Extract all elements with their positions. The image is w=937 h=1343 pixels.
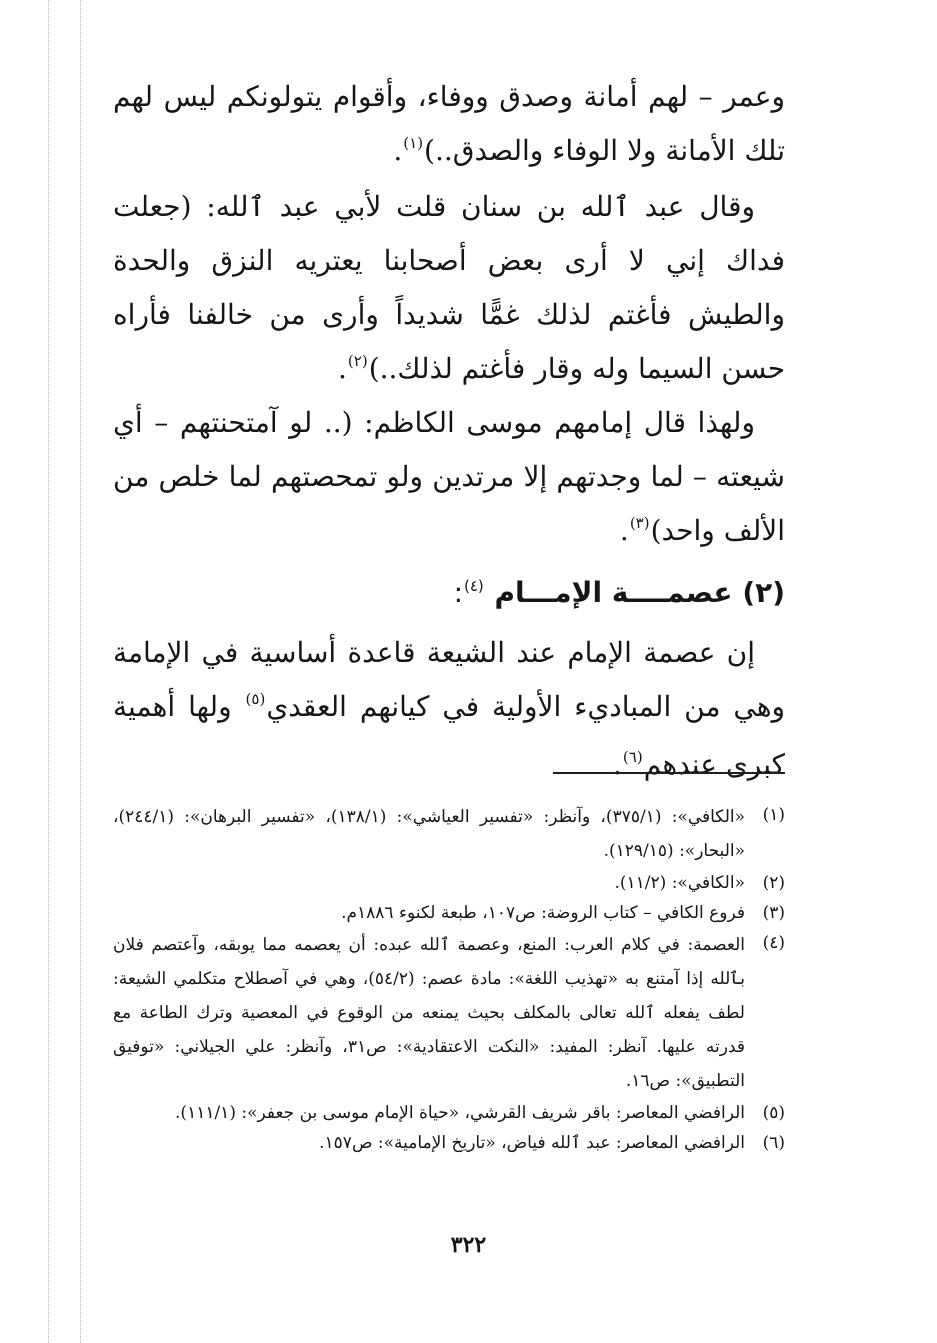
paragraph-4-end: .: [613, 748, 622, 781]
footnote-text: الرافضي المعاصر: عبد ٱلله فياض، «تاريخ الإمامية»: ص١٥٧.: [319, 1133, 745, 1153]
heading-number: (٢): [742, 576, 785, 609]
footnote-number: (٢): [762, 873, 785, 893]
paragraph-4: [113, 626, 785, 796]
footnote-text: «الكافي»: (١١/٢).: [614, 873, 745, 893]
footnote-item: [113, 898, 785, 928]
footnote-item: [113, 800, 785, 868]
section-heading: [113, 568, 785, 622]
paragraph-3-text: ولهذا قال إمامهم موسى الكاظم: (.. لو آمتحنتهم – أي شيعته – لما وجدتهم إلا مرتدين ولو تمحصتهم لما خلص من الألف واحد): [113, 406, 785, 547]
paragraph-2-end: .: [338, 352, 347, 385]
paragraph-4-text-cont: ولها أهمية كبرى عندهم: [113, 690, 785, 781]
footnote-separator: [553, 772, 785, 774]
footnote-number: (١): [762, 805, 785, 825]
paragraph-1: [113, 70, 785, 182]
footnote-number: (٦): [762, 1133, 785, 1153]
paragraph-1-end: .: [393, 134, 403, 167]
footnote-number: (٣): [762, 903, 785, 923]
footnote-text: «الكافي»: (٣٧٥/١)، وآنظر: «تفسير العياشي»: (١٣٨/١)، «تفسير البرهان»: (٢٤٤/١)، «البحار»: (١٢٩/١٥).: [113, 807, 746, 861]
footnote-ref-6: (٦): [622, 748, 643, 766]
footnote-item: [113, 1098, 785, 1128]
footnote-text: فروع الكافي – كتاب الروضة: ص١٠٧، طبعة لكنوء ١٨٨٦م.: [341, 903, 745, 923]
paragraph-3: [113, 396, 785, 562]
paragraph-4-text: إن عصمة الإمام عند الشيعة قاعدة أساسية في الإمامة وهي من المباديء الأولية في كيانهم العقدي: [113, 636, 786, 723]
footnote-item: [113, 868, 785, 898]
footnote-ref-3: (٣): [629, 514, 650, 532]
paragraph-1-text: وعمر – لهم أمانة وصدق ووفاء، وأقوام يتولونكم ليس لهم تلك الأمانة ولا الوفاء والصدق..): [113, 80, 785, 167]
scan-edge-line: [80, 0, 81, 1343]
footnote-ref-4: (٤): [464, 577, 484, 595]
footnote-item: [113, 928, 785, 1098]
footnote-number: (٤): [762, 933, 785, 953]
footnote-item: [113, 1128, 785, 1158]
footnote-text: الرافضي المعاصر: باقر شريف القرشي، «حياة الإمام موسى بن جعفر»: (١١١/١).: [175, 1103, 745, 1123]
footnote-text: العصمة: في كلام العرب: المنع، وعصمة ٱلله عبده: أن يعصمه مما يوبقه، وآعتصم فلان بٱلله إذا آمتنع به «تهذيب اللغة»: مادة عصم: (٥٤/٢)، وهي في آصطلاح متكلمي الشيعة: لطف يفعله ٱلله تعالى بالمكلف بحيث يمنعه من الوقوع في المعصية وترك الطاعة مع قدرته عليها. آنظر: المفيد: «النكت الاعتقادية»: ص٣١، وآنظر: علي الجيلاني: «توفيق التطبيق»: ص١٦.: [113, 935, 745, 1091]
paragraph-2: [113, 180, 785, 400]
footnotes: [113, 800, 785, 1158]
heading-colon: :: [453, 576, 463, 609]
scan-edge-line: [48, 0, 49, 1343]
paragraph-3-end: .: [619, 514, 629, 547]
paragraph-2-text: وقال عبد ٱلله بن سنان قلت لأبي عبد ٱلله: (جعلت فداك إني لا أرى بعض أصحابنا يعتريه النزق والحدة والطيش فأغتم لذلك غمًّا شديداً وأرى من خالفنا فأراه حسن السيما وله وقار فأغتم لذلك..): [113, 190, 785, 385]
heading-title: عصمــــة الإمـــام: [494, 576, 733, 609]
page-number: ٣٢٢: [450, 1232, 487, 1258]
footnote-ref-2: (٢): [347, 352, 368, 370]
footnote-number: (٥): [762, 1103, 785, 1123]
footnote-ref-5: (٥): [245, 690, 266, 708]
footnote-ref-1: (١): [403, 134, 424, 152]
